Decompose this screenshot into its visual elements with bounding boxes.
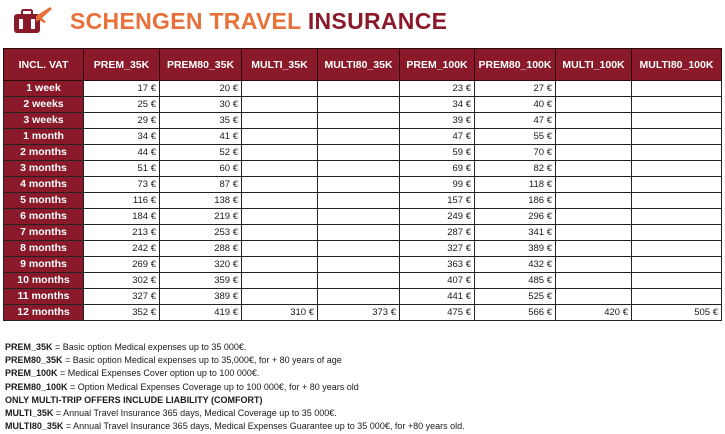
price-cell: 34 € xyxy=(400,97,475,113)
price-cell xyxy=(556,161,632,177)
price-cell: 51 € xyxy=(84,161,160,177)
price-cell xyxy=(242,209,318,225)
note-key: PREM80_100K xyxy=(5,381,68,392)
price-cell xyxy=(632,81,722,97)
table-body xyxy=(4,81,722,321)
price-cell: 219 € xyxy=(160,209,242,225)
table-row xyxy=(4,97,722,113)
note-line xyxy=(5,420,465,433)
price-cell: 27 € xyxy=(475,81,556,97)
price-cell xyxy=(318,193,400,209)
price-cell: 40 € xyxy=(475,97,556,113)
row-label: 11 months xyxy=(4,289,84,305)
price-cell xyxy=(632,289,722,305)
price-cell xyxy=(632,161,722,177)
row-label: 1 month xyxy=(4,129,84,145)
note-text: = Basic option Medical expenses up to 35,000€, for + 80 years of age xyxy=(62,355,342,366)
header xyxy=(6,4,447,38)
row-label: 4 months xyxy=(4,177,84,193)
row-label: 3 months xyxy=(4,161,84,177)
price-cell: 116 € xyxy=(84,193,160,209)
price-cell xyxy=(318,145,400,161)
price-cell: 73 € xyxy=(84,177,160,193)
price-cell: 99 € xyxy=(400,177,475,193)
column-header: MULTI_100K xyxy=(556,49,632,81)
column-header: INCL. VAT xyxy=(4,49,84,81)
price-cell: 269 € xyxy=(84,257,160,273)
price-cell: 157 € xyxy=(400,193,475,209)
price-cell xyxy=(556,97,632,113)
note-key: MULTI80_35K xyxy=(5,421,64,432)
price-cell: 485 € xyxy=(475,273,556,289)
note-text: = Medical Expenses Cover option up to 100 000€. xyxy=(57,368,260,379)
price-cell: 39 € xyxy=(400,113,475,129)
table-row xyxy=(4,241,722,257)
price-cell xyxy=(556,81,632,97)
price-cell xyxy=(318,97,400,113)
price-cell xyxy=(556,289,632,305)
note-line xyxy=(5,381,465,394)
price-cell: 320 € xyxy=(160,257,242,273)
price-cell xyxy=(318,113,400,129)
table-row xyxy=(4,273,722,289)
price-cell: 525 € xyxy=(475,289,556,305)
note-line xyxy=(5,394,465,407)
price-cell: 47 € xyxy=(475,113,556,129)
price-cell: 363 € xyxy=(400,257,475,273)
price-cell xyxy=(242,161,318,177)
price-cell xyxy=(242,257,318,273)
price-cell: 359 € xyxy=(160,273,242,289)
price-cell: 82 € xyxy=(475,161,556,177)
table-row xyxy=(4,129,722,145)
price-cell xyxy=(318,241,400,257)
table-row xyxy=(4,81,722,97)
row-label: 9 months xyxy=(4,257,84,273)
price-cell xyxy=(632,97,722,113)
price-cell: 432 € xyxy=(475,257,556,273)
price-cell: 441 € xyxy=(400,289,475,305)
note-key: MULTI_35K xyxy=(5,408,54,419)
price-cell: 327 € xyxy=(400,241,475,257)
price-cell xyxy=(318,177,400,193)
row-label: 8 months xyxy=(4,241,84,257)
price-cell xyxy=(556,177,632,193)
column-header: PREM80_35K xyxy=(160,49,242,81)
rates-table xyxy=(3,48,722,321)
table-row xyxy=(4,113,722,129)
price-cell: 60 € xyxy=(160,161,242,177)
price-cell xyxy=(556,129,632,145)
title-part-2: INSURANCE xyxy=(307,7,448,34)
row-label: 2 months xyxy=(4,145,84,161)
row-label: 1 week xyxy=(4,81,84,97)
price-cell xyxy=(242,273,318,289)
price-cell xyxy=(242,225,318,241)
price-cell xyxy=(318,273,400,289)
price-cell xyxy=(242,145,318,161)
price-cell: 253 € xyxy=(160,225,242,241)
price-cell: 566 € xyxy=(475,305,556,321)
price-cell xyxy=(318,209,400,225)
table-row xyxy=(4,161,722,177)
page-title xyxy=(70,8,447,35)
price-cell xyxy=(318,81,400,97)
price-cell: 373 € xyxy=(318,305,400,321)
price-cell: 296 € xyxy=(475,209,556,225)
price-cell xyxy=(242,97,318,113)
column-header: MULTI80_35K xyxy=(318,49,400,81)
price-cell: 287 € xyxy=(400,225,475,241)
price-cell: 310 € xyxy=(242,305,318,321)
row-label: 5 months xyxy=(4,193,84,209)
price-cell: 302 € xyxy=(84,273,160,289)
column-header: PREM_100K xyxy=(400,49,475,81)
price-cell: 44 € xyxy=(84,145,160,161)
price-cell: 29 € xyxy=(84,113,160,129)
row-label: 2 weeks xyxy=(4,97,84,113)
column-header: MULTI_35K xyxy=(242,49,318,81)
price-cell xyxy=(632,209,722,225)
row-label: 12 months xyxy=(4,305,84,321)
note-text: = Annual Travel Insurance 365 days, Medical Expenses Guarantee up to 35 000€, for +80 years old. xyxy=(63,421,465,432)
price-cell: 25 € xyxy=(84,97,160,113)
price-cell: 69 € xyxy=(400,161,475,177)
price-cell: 47 € xyxy=(400,129,475,145)
header-row xyxy=(4,49,722,81)
price-cell xyxy=(632,145,722,161)
price-cell: 17 € xyxy=(84,81,160,97)
table-row xyxy=(4,209,722,225)
title-part-1: SCHENGEN TRAVEL xyxy=(70,7,302,34)
price-cell: 186 € xyxy=(475,193,556,209)
price-cell: 118 € xyxy=(475,177,556,193)
price-cell xyxy=(556,241,632,257)
price-cell: 407 € xyxy=(400,273,475,289)
price-cell: 419 € xyxy=(160,305,242,321)
column-header: PREM80_100K xyxy=(475,49,556,81)
price-cell: 59 € xyxy=(400,145,475,161)
price-cell: 20 € xyxy=(160,81,242,97)
price-cell xyxy=(632,257,722,273)
note-text: = Basic option Medical expenses up to 35 000€. xyxy=(52,342,247,352)
price-cell: 389 € xyxy=(160,289,242,305)
suitcase-airplane-icon xyxy=(6,4,52,38)
price-cell xyxy=(556,273,632,289)
price-cell: 52 € xyxy=(160,145,242,161)
price-cell: 475 € xyxy=(400,305,475,321)
row-label: 3 weeks xyxy=(4,113,84,129)
price-cell: 341 € xyxy=(475,225,556,241)
price-cell xyxy=(318,129,400,145)
row-label: 7 months xyxy=(4,225,84,241)
price-cell: 288 € xyxy=(160,241,242,257)
note-line xyxy=(5,354,465,367)
price-cell xyxy=(632,113,722,129)
price-cell xyxy=(556,257,632,273)
price-cell: 213 € xyxy=(84,225,160,241)
price-cell xyxy=(242,113,318,129)
notes-section xyxy=(5,341,465,433)
price-cell xyxy=(242,81,318,97)
table-row xyxy=(4,257,722,273)
price-cell: 30 € xyxy=(160,97,242,113)
column-header: PREM_35K xyxy=(84,49,160,81)
price-cell xyxy=(318,225,400,241)
price-cell: 389 € xyxy=(475,241,556,257)
price-cell: 249 € xyxy=(400,209,475,225)
price-cell: 87 € xyxy=(160,177,242,193)
price-cell xyxy=(632,193,722,209)
table-row xyxy=(4,177,722,193)
price-cell xyxy=(556,145,632,161)
price-cell xyxy=(556,225,632,241)
price-cell: 55 € xyxy=(475,129,556,145)
column-header: MULTI80_100K xyxy=(632,49,722,81)
note-key: PREM_35K xyxy=(5,342,53,352)
price-cell: 34 € xyxy=(84,129,160,145)
row-label: 10 months xyxy=(4,273,84,289)
note-key: PREM_100K xyxy=(5,368,58,379)
price-cell: 184 € xyxy=(84,209,160,225)
price-cell: 138 € xyxy=(160,193,242,209)
price-cell: 505 € xyxy=(632,305,722,321)
price-cell xyxy=(632,129,722,145)
note-key: PREM80_35K xyxy=(5,355,63,366)
price-cell xyxy=(242,177,318,193)
price-cell xyxy=(318,161,400,177)
table-row xyxy=(4,289,722,305)
price-cell xyxy=(556,209,632,225)
price-cell: 23 € xyxy=(400,81,475,97)
note-line xyxy=(5,367,465,380)
price-cell xyxy=(632,273,722,289)
price-cell xyxy=(242,241,318,257)
note-key: ONLY MULTI-TRIP OFFERS INCLUDE LIABILITY (COMFORT) xyxy=(5,394,263,405)
price-cell: 242 € xyxy=(84,241,160,257)
price-cell xyxy=(242,289,318,305)
price-cell xyxy=(632,177,722,193)
price-cell xyxy=(556,113,632,129)
price-cell: 70 € xyxy=(475,145,556,161)
price-cell xyxy=(632,225,722,241)
note-text: = Option Medical Expenses Coverage up to 100 000€, for + 80 years old xyxy=(67,381,359,392)
table-row xyxy=(4,225,722,241)
table-row xyxy=(4,193,722,209)
note-line xyxy=(5,407,465,420)
note-line xyxy=(5,341,465,354)
table-row xyxy=(4,145,722,161)
price-cell xyxy=(318,289,400,305)
price-cell xyxy=(318,257,400,273)
price-cell xyxy=(556,193,632,209)
row-label: 6 months xyxy=(4,209,84,225)
note-text: = Annual Travel Insurance 365 days, Medical Coverage up to 35 000€. xyxy=(53,408,337,419)
price-cell: 41 € xyxy=(160,129,242,145)
price-cell: 352 € xyxy=(84,305,160,321)
table-row xyxy=(4,305,722,321)
price-cell: 327 € xyxy=(84,289,160,305)
price-cell: 420 € xyxy=(556,305,632,321)
price-cell: 35 € xyxy=(160,113,242,129)
price-cell xyxy=(632,241,722,257)
price-cell xyxy=(242,193,318,209)
price-cell xyxy=(242,129,318,145)
